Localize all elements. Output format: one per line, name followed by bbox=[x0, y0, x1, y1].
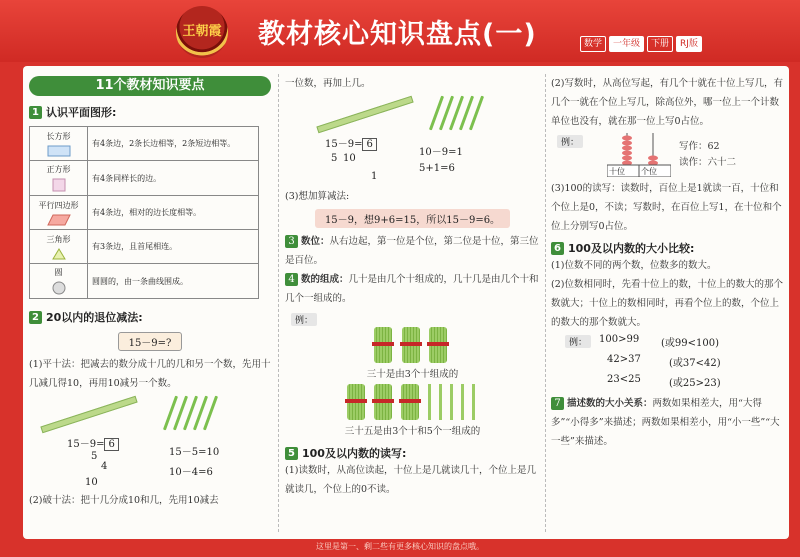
single-stick bbox=[439, 384, 442, 420]
column-divider bbox=[278, 74, 279, 532]
split-number: 5 bbox=[91, 451, 98, 462]
equation-text: 15－9= bbox=[67, 439, 105, 450]
table-row bbox=[30, 196, 259, 230]
section-heading bbox=[285, 445, 540, 461]
triangle-icon bbox=[52, 248, 66, 260]
think-equation: 15－9，想9+6=15，所以15－9=6。 bbox=[315, 209, 510, 228]
shape-desc: 有4条同样长的边。 bbox=[88, 161, 259, 196]
section-number: 7 bbox=[551, 397, 564, 410]
section-banner: 11个教材知识要点 bbox=[29, 76, 271, 96]
ones-label: 个位 bbox=[641, 167, 657, 176]
section-text: 几十是由几个十组成的，几十几是由几个十和几个一组成的。 bbox=[285, 274, 539, 304]
split-number: 1 bbox=[371, 171, 378, 182]
section-text: 两数如果相差大，用“大得多”“小得多”来描述；两数如果相差小，用“小一些”“大一些”来描述。 bbox=[551, 398, 780, 447]
equation-text: 15－9= bbox=[325, 139, 363, 150]
section-title: 数位： bbox=[301, 236, 330, 247]
comparison-examples bbox=[551, 332, 783, 394]
brand-logo: 王朝霞 bbox=[176, 6, 228, 58]
section-heading bbox=[551, 240, 783, 256]
shape-cell bbox=[30, 230, 88, 264]
section-number: 6 bbox=[551, 242, 564, 255]
method-text: (2)写数时，从高位写起，有几个十就在十位上写几，有几个一就在个位上写几，除高位外，哪一位上一个计数单位也没有，就在那一位上写0占位。 bbox=[551, 78, 783, 127]
section-3 bbox=[285, 232, 540, 270]
shape-cell bbox=[30, 196, 88, 230]
section-4 bbox=[285, 270, 540, 308]
subject-tag: 数学 bbox=[580, 36, 606, 52]
section-7 bbox=[551, 394, 783, 451]
stick-bundle bbox=[40, 396, 137, 434]
method-text: 一位数，再加上几。 bbox=[285, 78, 371, 89]
single-stick bbox=[472, 384, 475, 420]
equation-diagram bbox=[29, 433, 271, 491]
section-text: (1)读数时，从高位读起，十位上是几就读几十，个位上是几就读几，个位上的0不读。 bbox=[285, 465, 536, 495]
section-title: 100及以内数的大小比较: bbox=[568, 242, 695, 255]
parallelogram-icon bbox=[47, 214, 71, 226]
single-stick bbox=[450, 384, 453, 420]
table-row bbox=[30, 161, 259, 196]
example-label: 例： bbox=[291, 313, 317, 326]
section-heading bbox=[29, 104, 271, 120]
table-row bbox=[30, 127, 259, 161]
section-number: 1 bbox=[29, 106, 42, 119]
example-label: 例： bbox=[557, 135, 583, 148]
answer-box: 6 bbox=[362, 138, 376, 151]
equation-left bbox=[325, 135, 377, 150]
example-caption: 三十是由3个十组成的 bbox=[366, 369, 459, 380]
rule-text: (2)位数相同时，先看十位上的数，十位上的数大的那个数就大；十位上的数相同时，再看个位上的数，个位上的数大的那个数就大。 bbox=[551, 279, 783, 328]
column-left bbox=[29, 66, 271, 539]
abacus-example bbox=[551, 131, 783, 179]
shapes-table bbox=[29, 126, 259, 299]
volume-tag: 下册 bbox=[647, 36, 673, 52]
ten-bundle bbox=[347, 384, 365, 420]
equation-diagram bbox=[285, 133, 540, 187]
comparison-alt: (或99<100) bbox=[661, 338, 719, 349]
circle-icon bbox=[52, 281, 66, 295]
split-number: 10 bbox=[85, 477, 98, 488]
read-text: 读作：六十二 bbox=[679, 157, 737, 168]
section-number: 5 bbox=[285, 447, 298, 460]
example-label: 例： bbox=[565, 335, 591, 348]
footer-note: 这里是第一、剩二些有更多核心知识的盘点哦。 bbox=[316, 542, 484, 551]
edition-tag: RJ版 bbox=[676, 36, 702, 52]
shape-cell bbox=[30, 127, 88, 161]
table-row bbox=[30, 264, 259, 299]
grade-tags bbox=[580, 36, 702, 52]
ten-bundle bbox=[374, 327, 392, 363]
section-title: 描述数的大小关系： bbox=[567, 398, 653, 409]
equation-step: 10－4=6 bbox=[169, 467, 213, 478]
ten-bundle bbox=[429, 327, 447, 363]
sticks-illustration bbox=[285, 93, 540, 133]
section-heading bbox=[29, 309, 271, 325]
section-text: 从右边起，第一位是个位，第二位是十位，第三位是百位。 bbox=[285, 236, 539, 266]
split-number: 10 bbox=[343, 153, 356, 164]
method-text: (3)想加算减法: bbox=[285, 191, 350, 202]
split-number: 4 bbox=[101, 461, 108, 472]
section-number: 3 bbox=[285, 235, 298, 248]
column-middle bbox=[285, 66, 540, 539]
ten-bundle bbox=[402, 327, 420, 363]
comparison-alt: (或37<42) bbox=[669, 358, 721, 369]
section-number: 2 bbox=[29, 311, 42, 324]
section-title: 数的组成： bbox=[301, 274, 349, 285]
stick-bundle bbox=[316, 96, 413, 134]
header bbox=[0, 0, 800, 62]
method-text: (3)100的读写：读数时，百位上是1就读一百，十位和个位上是0，不读；写数时，在百位上写1，在十位和个位上分别写0占位。 bbox=[551, 183, 782, 232]
equation-step: 10－9=1 bbox=[419, 147, 463, 158]
comparison: 100>99 bbox=[599, 334, 640, 345]
grade-tag: 一年级 bbox=[609, 36, 644, 52]
section-title: 100及以内数的读写: bbox=[302, 447, 407, 460]
shape-desc: 圆圆的，由一条曲线围成。 bbox=[88, 264, 259, 299]
method-text: (2)破十法：把十几分成10和几，先用10减去 bbox=[29, 495, 219, 506]
page-title: 教材核心知识盘点(一) bbox=[258, 19, 537, 50]
column-divider bbox=[545, 74, 546, 532]
split-number: 5 bbox=[331, 153, 338, 164]
column-right bbox=[551, 66, 783, 539]
method-text: (1)平十法：把减去的数分成十几的几和另一个数，先用十几减几得10，再用10减另一个数。 bbox=[29, 359, 271, 389]
shape-desc: 有4条边，相对的边长度相等。 bbox=[88, 196, 259, 230]
rule-text: (1)位数不同的两个数，位数多的数大。 bbox=[551, 260, 717, 271]
shape-cell bbox=[30, 161, 88, 196]
question-box: 15－9=? bbox=[118, 332, 183, 351]
single-stick bbox=[461, 384, 464, 420]
section-number: 4 bbox=[285, 273, 298, 286]
equation-step: 5+1=6 bbox=[419, 163, 455, 174]
tens-label: 十位 bbox=[609, 167, 625, 176]
sticks-illustration bbox=[29, 393, 271, 433]
shape-name: 正方形 bbox=[46, 165, 71, 174]
shape-desc: 有3条边，且首尾相连。 bbox=[88, 230, 259, 264]
shape-name: 长方形 bbox=[46, 131, 71, 141]
comparison-alt: (或25>23) bbox=[669, 378, 721, 389]
square-icon bbox=[52, 178, 66, 192]
section-title: 20以内的退位减法: bbox=[46, 311, 143, 324]
equation-step: 15－5=10 bbox=[169, 447, 220, 458]
ten-bundle bbox=[401, 384, 419, 420]
comparison: 23<25 bbox=[607, 374, 641, 385]
table-row bbox=[30, 230, 259, 264]
write-text: 写作：62 bbox=[679, 141, 720, 152]
shape-cell bbox=[30, 264, 88, 299]
content-sheet bbox=[23, 66, 789, 539]
answer-box: 6 bbox=[104, 438, 118, 451]
bundles-illustration bbox=[285, 327, 540, 365]
equation-left bbox=[67, 435, 119, 450]
example-caption: 三十五是由3个十和5个一组成的 bbox=[344, 426, 481, 437]
shape-desc: 有4条边，2条长边相等，2条短边相等。 bbox=[88, 127, 259, 161]
bundles-illustration bbox=[285, 384, 540, 422]
section-title: 认识平面图形: bbox=[46, 106, 117, 119]
shape-name: 圆 bbox=[54, 268, 63, 277]
rectangle-icon bbox=[47, 145, 71, 157]
single-stick bbox=[428, 384, 431, 420]
shape-name: 三角形 bbox=[46, 234, 71, 244]
shape-name: 平行四边形 bbox=[38, 200, 79, 210]
ten-bundle bbox=[374, 384, 392, 420]
comparison: 42>37 bbox=[607, 354, 641, 365]
